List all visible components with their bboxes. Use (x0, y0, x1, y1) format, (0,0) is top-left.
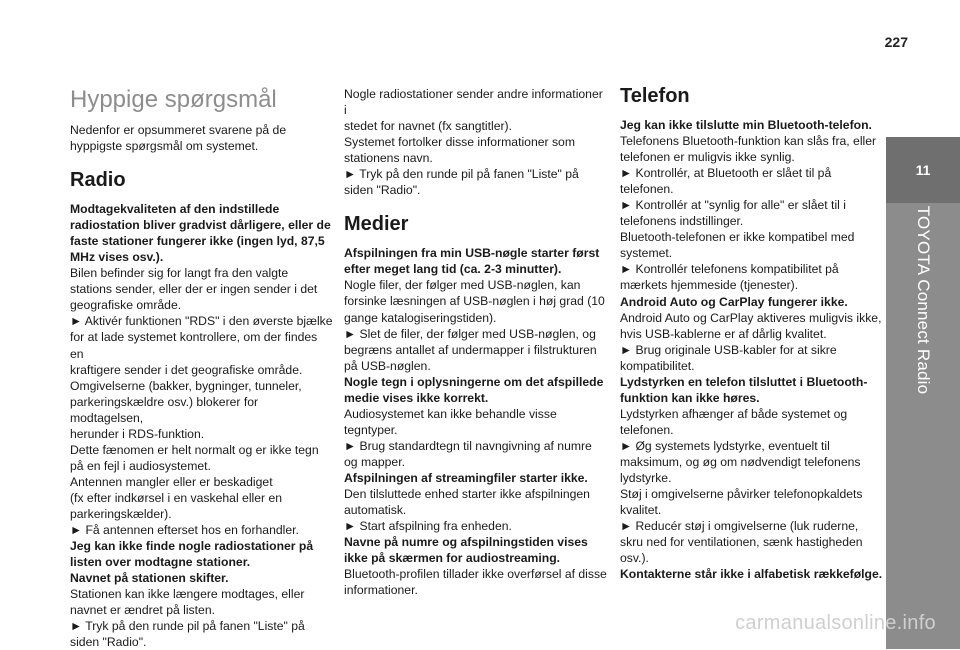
intro-text (70, 122, 334, 154)
text-line: telefonen. (620, 422, 674, 437)
text-line: ► Brug standardtegn til navngivning af numre (344, 438, 592, 453)
text-line: ► Slet de filer, der følger med USB-nøglen, og (344, 326, 596, 341)
text-line: listen over modtagne stationer. (70, 555, 251, 570)
text-line: skru ned for ventilationen, sænk hastigheden (620, 535, 863, 550)
text-line: ► Start afspilning fra enheden. (344, 519, 512, 534)
text-line: Nogle tegn i oplysningerne om det afspillede (344, 374, 604, 389)
text-line: ► Kontrollér telefonens kompatibilitet på (620, 262, 839, 277)
text-line: Støj i omgivelserne påvirker telefonopkaldets (620, 487, 863, 502)
text-line: ► Kontrollér at "synlig for alle" er slået til i (620, 198, 846, 213)
text-line: herunder i RDS-funktion. (70, 426, 205, 441)
text-line: Navne på numre og afspilningstiden vises (344, 535, 588, 550)
text-line: tegntyper. (344, 422, 398, 437)
text-line: telefonen er muligvis ikke synlig. (620, 150, 795, 165)
text-line: ikke på skærmen for audiostreaming. (344, 551, 561, 566)
text-line: Bilen befinder sig for langt fra den valgte (70, 266, 289, 281)
text-line: osv.). (620, 551, 649, 566)
text-line: telefonen. (620, 182, 674, 197)
watermark: carmanualsonline.info (735, 612, 936, 634)
text-line: Nedenfor er opsummeret svarene på de (70, 123, 287, 137)
radio-section-continued (344, 86, 608, 198)
text-line: Afspilningen af streamingfiler starter ikke. (344, 470, 588, 485)
text-line: Lydstyrken afhænger af både systemet og (620, 406, 848, 421)
text-line: MHz vises osv.). (70, 250, 164, 265)
section-heading-telefon: Telefon (620, 85, 690, 107)
text-line: Nogle filer, der følger med USB-nøglen, kan (344, 278, 581, 293)
text-line: navnet er ændret på listen. (70, 603, 215, 618)
text-line: siden "Radio". (344, 183, 421, 198)
text-line: på en fejl i audiosystemet. (70, 458, 211, 473)
text-line: ► Aktivér funktionen "RDS" i den øverste bjælke (70, 314, 333, 329)
text-line: Bluetooth-profilen tillader ikke overførsel af disse (344, 567, 607, 582)
text-line: Omgivelserne (bakker, bygninger, tunneler, (70, 378, 302, 393)
text-line: systemet. (620, 246, 673, 261)
text-line: ► Tryk på den runde pil på fanen "Liste" på (344, 167, 579, 182)
text-line: og mapper. (344, 454, 405, 469)
text-line: kvalitet. (620, 503, 662, 518)
column-2 (344, 86, 608, 598)
text-line: Android Auto og CarPlay aktiveres muligvis ikke, (620, 310, 882, 325)
text-line: Navnet på stationen skifter. (70, 571, 229, 586)
text-line: Den tilsluttede enhed starter ikke afspilningen (344, 487, 590, 502)
text-line: Stationen kan ikke længere modtages, eller (70, 587, 305, 602)
text-line: Lydstyrken en telefon tilsluttet i Bluetooth- (620, 374, 868, 389)
text-line: medie vises ikke korrekt. (344, 390, 489, 405)
text-line: kraftigere sender i det geografiske område. (70, 362, 303, 377)
text-line: Jeg kan ikke tilslutte min Bluetooth-telefon. (620, 118, 872, 132)
medier-section-body (344, 245, 608, 598)
section-heading-medier: Medier (344, 213, 409, 236)
text-line: parkeringskælder). (70, 506, 172, 521)
text-line: Afspilningen fra min USB-nøgle starter først (344, 246, 600, 261)
text-line: Dette fænomen er helt normalt og er ikke tegn (70, 442, 319, 457)
text-line: Audiosystemet kan ikke behandle visse (344, 406, 557, 421)
text-line: Nogle radiostationer sender andre informationer i (344, 87, 603, 118)
text-line: på USB-nøglen. (344, 358, 431, 373)
text-line: begræns antallet af undermapper i filstrukturen (344, 342, 597, 357)
text-line: (fx efter indkørsel i en vaskehal eller en (70, 490, 283, 505)
text-line: radiostation bliver gradvist dårligere, eller de (70, 218, 331, 233)
chapter-number: 11 (886, 137, 960, 203)
column-1 (70, 86, 334, 650)
text-line: Bluetooth-telefonen er ikke kompatibel med (620, 230, 855, 245)
text-line: parkeringskældre osv.) blokerer for modtagelsen, (70, 394, 259, 425)
text-line: stationens navn. (344, 151, 433, 166)
text-line: gange katalogiseringstiden). (344, 310, 497, 325)
page-number: 227 (884, 34, 908, 50)
text-line: maksimum, og øg om nødvendigt telefonens (620, 454, 861, 469)
text-line: efter meget lang tid (ca. 2-3 minutter). (344, 262, 562, 277)
text-line: ► Få antennen efterset hos en forhandler. (70, 523, 299, 538)
text-line: ► Brug originale USB-kabler for at sikre (620, 342, 837, 357)
text-line: geografiske område. (70, 298, 182, 313)
text-line: Jeg kan ikke finde nogle radiostationer på (70, 539, 314, 554)
text-line: hvis USB-kablerne er af dårlig kvalitet. (620, 326, 827, 341)
text-line: ► Øg systemets lydstyrke, eventuelt til (620, 438, 830, 453)
text-line: Android Auto og CarPlay fungerer ikke. (620, 294, 848, 309)
text-line: automatisk. (344, 503, 407, 518)
text-line: Modtagekvaliteten af den indstillede (70, 202, 280, 217)
text-line: telefonens indstillinger. (620, 214, 744, 229)
text-line: lydstyrke. (620, 471, 672, 486)
text-line: stations sender, eller der er ingen sender i det (70, 282, 318, 297)
telefon-section-body (620, 117, 884, 582)
text-line: Antennen mangler eller er beskadiget (70, 474, 273, 489)
text-line: Telefonens Bluetooth-funktion kan slås fra, eller (620, 134, 877, 149)
radio-section-body (70, 201, 334, 650)
text-line: faste stationer fungerer ikke (ingen lyd, 87,5 (70, 234, 325, 249)
text-line: siden "Radio". (70, 635, 147, 650)
text-line: funktion kan ikke høres. (620, 390, 760, 405)
text-line: Systemet fortolker disse informationer som (344, 135, 575, 150)
section-heading-radio: Radio (70, 169, 126, 192)
column-3 (620, 84, 884, 582)
text-line: ► Reducér støj i omgivelserne (luk ruderne, (620, 519, 859, 534)
text-line: hyppigste spørgsmål om systemet. (70, 139, 259, 154)
page-title: Hyppige spørgsmål (70, 86, 277, 113)
text-line: informationer. (344, 583, 418, 598)
text-line: ► Tryk på den runde pil på fanen "Liste" på (70, 619, 305, 634)
chapter-title: TOYOTA Connect Radio (914, 205, 933, 395)
text-line: Kontakterne står ikke i alfabetisk rækkefølge. (620, 567, 883, 582)
text-line: ► Kontrollér, at Bluetooth er slået til på (620, 166, 832, 181)
text-line: mærkets hjemmeside (tjenester). (620, 278, 799, 293)
text-line: for at lade systemet kontrollere, om der findes en (70, 330, 318, 361)
text-line: kompatibilitet. (620, 358, 695, 373)
text-line: forsinke læsningen af USB-nøglen i høj grad (10 (344, 294, 605, 309)
text-line: stedet for navnet (fx sangtitler). (344, 119, 512, 134)
